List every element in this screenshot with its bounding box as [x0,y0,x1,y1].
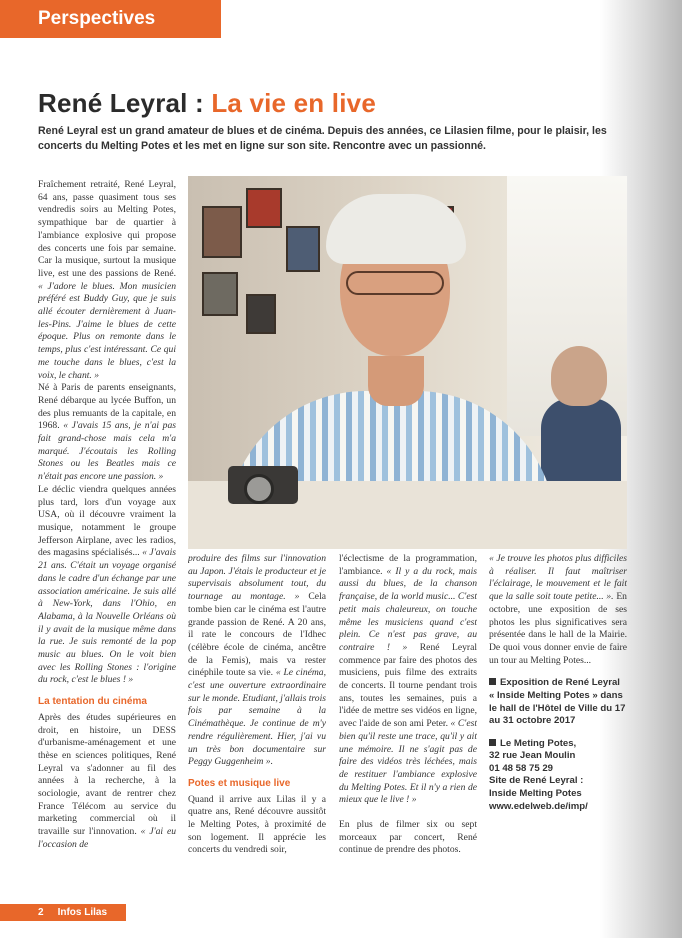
quote-text: « Le cinéma, c'est une ouverture extraordinaire sur le monde. Etudiant, j'allais trois fois par semaine à la Cinémathèque. Je continue de m'y rendre régulièrement. Hier, j'ai vu un très bon documentaire sur Peggy Guggenheim ». [188,667,326,768]
body-paragraph [38,382,176,484]
body-text: En plus de filmer six ou sept morceaux par concert, René continue de prendre des photos. [339,819,477,856]
quote-text: « J'ai eu l'occasion de [38,826,176,850]
body-text: René Leyral commence par faire des photos des musiciens, puis filme des extraits de concerts. Il tourne pendant trois ans, toutes les semaines, puis a l'idée de mettre ses vidéos en ligne, avec l'aide de son ami Peter. [339,641,477,730]
photo-background-person [551,346,607,406]
page-footer [0,904,126,921]
subheading: Potes et musique live [188,777,291,789]
square-bullet-icon [489,739,496,746]
photo-hair [326,194,466,264]
square-bullet-icon [489,678,496,685]
body-paragraph [38,484,176,687]
photo-background-person-body [541,398,621,488]
site-name: Inside Melting Potes [489,788,582,800]
article-column-3 [339,553,477,883]
article-column-2 [188,553,326,883]
quote-text: « Je trouve les photos plus difficiles à réaliser. Il faut maîtriser l'éclairage, le mouvement et le fait que la salle soit toute petite... ». [489,553,627,603]
body-text: Fraîchement retraité, René Leyral, 64 ans, passe quasiment tous ses vendredis soirs au Melting Potes, sympathique bar de quartier à l'ambiance explosive qui propose des concerts une fois par semaine. Car la musique, surtout la musique live, est une des passions de René. [38,179,176,279]
title-accent: La vie en live [211,88,376,118]
photo-neck [368,356,424,406]
body-paragraph [489,553,627,667]
body-text: Le déclic viendra quelques années plus tard, lors d'un voyage aux USA, où il découvre vraiment la musique, notamment le groupe Jefferson Airplane, avec les radios, des magasins spécialisés... [38,483,176,559]
title-name: René Leyral : [38,88,212,118]
article-lede: René Leyral est un grand amateur de blues et de cinéma. Depuis des années, ce Lilasien filme, pour le plaisir, les concerts du Melting Potes et les met en ligne sur son site. Rencontre avec un passionné. [38,125,607,152]
wall-picture [202,206,242,258]
body-paragraph [339,819,477,857]
body-paragraph [339,553,477,807]
subheading: La tentation du cinéma [38,696,147,708]
venue-phone: 01 48 58 75 29 [489,762,554,774]
body-text: Né à Paris de parents enseignants, René débarque au lycée Buffon, un des plus remuants de la capitale, en 1968. [38,382,176,432]
article-title [38,88,376,119]
photo-glasses [346,271,444,295]
article-column-1 [38,179,176,879]
quote-text: « Il y a du rock, mais aussi du blues, de la chanson française, de la world music... C'est petit mais chaleureux, on touche même les musiciens quand c'est plein. Ce n'est pas grave, au contraire ! » [339,565,477,653]
quote-text: produire des films sur l'innovation au Japon. J'étais le producteur et je supervisais absolument tout, du tournage au montage. » [188,553,326,603]
wall-picture [246,188,282,228]
quote-text: « J'avais 21 ans. C'était un voyage organisé dans le cadre d'un échange par une association américaine. Je suis allé à New-York, dans l'Ohio, en Alabama, à la Nouvelle Orléans où il y avait de la musique même dans la rue. Je suis remonté de la pop music au blues. On le voit bien avec les Rolling Stones : l'origine du rock, c'est le blues ! » [38,547,176,686]
body-text: Après des études supérieures en droit, en histoire, un DESS d'urbanisme-aménagement et une thèse en sciences politiques, René Leyral va s'adonner au fil des années à la recherche, à la sociologie, avant de rentrer chez France Télécom au service du marketing commercial où il travaille sur l'innovation. [38,711,176,838]
quote-text: « J'adore le blues. Mon musicien préféré est Buddy Guy, que je suis allé écouter dernièrement à Juan-les-Pins. J'aime le blues de cette époque. Plus on remonte dans le temps, plus c'est intéressant. Ce qui me touche dans le blues, c'est la voix, le chant. » [38,280,176,381]
site-label: Site de René Leyral : [489,775,584,787]
site-url: www.edelweb.de/imp/ [489,800,588,812]
wall-picture [202,272,238,316]
body-paragraph [38,712,176,852]
body-text: Cela tombe bien car le cinéma est l'autre grande passion de René. A 20 ans, il rate le concours de l'Idhec (célèbre école de cinéma, ancêtre de la Femis), mais va rester cinéphile toute sa vie. [188,591,326,679]
venue-info [489,738,627,814]
article-column-4 [489,553,627,883]
quote-text: « J'avais 15 ans, je n'ai pas fait grand-chose mais cela m'a marqué. J'écoutais les Rolling Stones ou les Beatles mais ce n'était pas encore une passion. » [38,420,176,483]
body-text: En octobre, une exposition de ses photos les plus significatives sera présentée dans le hall de la Mairie. De quoi vous donner envie de faire un tour au Melting Potes... [489,591,627,666]
page-number: 2 [38,907,44,918]
wall-picture [286,226,320,272]
camera-lens-icon [244,474,274,504]
body-paragraph [188,794,326,858]
exhibition-info [489,677,627,727]
quote-text: « C'est bien qu'il reste une trace, qu'il y ait une mémoire. Il ne s'agit pas de faire des vidéos très léchées, mais de restituer l'ambiance explosive du Melting Potes. Et il n'y a rien de mieux que le live ! » [339,718,477,806]
venue-name: Le Meting Potes, [500,737,577,749]
body-paragraph [188,553,326,769]
body-paragraph [38,179,176,382]
section-rubric: Perspectives [0,0,221,38]
article-photo [188,176,627,549]
venue-address: 32 rue Jean Moulin [489,750,576,762]
exhibition-text: Exposition de René Leyral « Inside Melting Potes » dans le hall de l'Hôtel de Ville du 17 au 31 octobre 2017 [489,677,626,727]
wall-picture [246,294,276,334]
body-text: l'éclectisme de la programmation, l'ambiance. [339,553,477,577]
body-text: Quand il arrive aux Lilas il y a quatre ans, René découvre aussitôt le Melting Potes, à proximité de son logement. Il apprécie les concerts du vendredi soir, [188,793,326,856]
publication-name: Infos Lilas [57,907,108,918]
